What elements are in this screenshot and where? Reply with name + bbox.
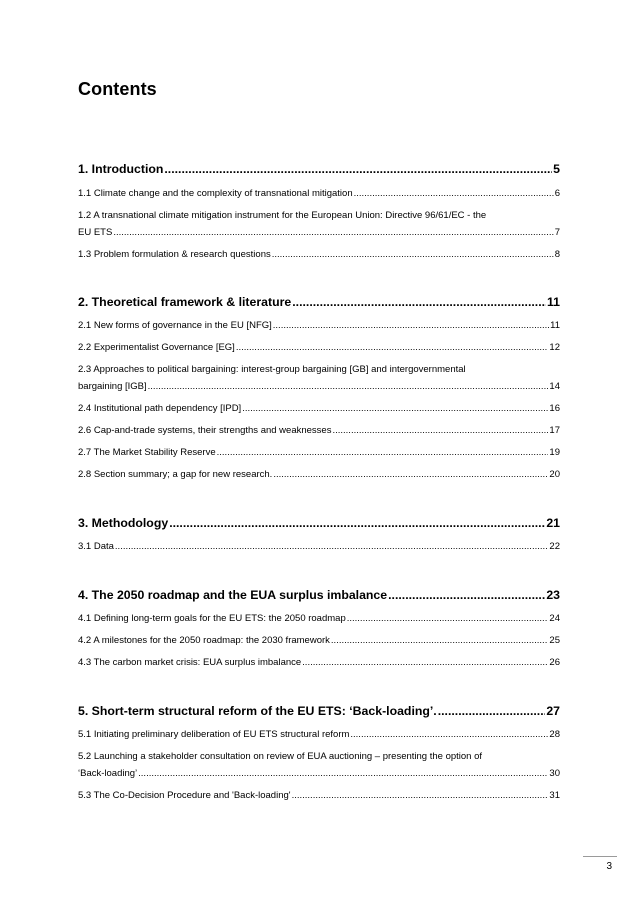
toc-page-number: 8: [554, 249, 560, 260]
toc-entry-1[interactable]: [78, 162, 560, 176]
toc-page-number: 19: [549, 447, 560, 458]
toc-entry-4-2[interactable]: [78, 635, 560, 646]
toc-entry-1-3[interactable]: [78, 249, 560, 260]
toc-entry-2-2[interactable]: [78, 342, 560, 353]
toc-page-number: 6: [554, 188, 560, 199]
toc-entry-label: 1. Introduction: [78, 162, 164, 176]
dot-leader: [331, 635, 549, 646]
toc-entry-label: 2. Theoretical framework & literature: [78, 295, 292, 309]
dot-leader: [350, 729, 548, 740]
toc-entry-2-4[interactable]: [78, 403, 560, 414]
toc-entry-4[interactable]: [78, 588, 560, 602]
toc-entry-label: 5. Short-term structural reform of the EU ETS: ‘Back-loading’.: [78, 704, 437, 718]
toc-entry-5[interactable]: [78, 704, 560, 718]
dot-leader: [148, 381, 549, 392]
dot-leader: [242, 403, 548, 414]
dot-leader: [273, 320, 549, 331]
toc-entry-label: EU ETS: [78, 227, 113, 238]
toc-page-number: 27: [546, 704, 560, 718]
toc-entry-label: 1.1 Climate change and the complexity of transnational mitigation: [78, 188, 353, 199]
toc-entry-1-2[interactable]: [78, 210, 560, 238]
toc-entry-5-2[interactable]: [78, 751, 560, 779]
toc-entry-label: 4.2 A milestones for the 2050 roadmap: the 2030 framework: [78, 635, 330, 646]
dot-leader: [115, 541, 549, 552]
toc-entry-2[interactable]: [78, 295, 560, 309]
toc-entry-label: 4.1 Defining long-term goals for the EU ETS: the 2050 roadmap: [78, 613, 346, 624]
toc-entry-label-line: 5.2 Launching a stakeholder consultation on review of EUA auctioning – presenting the option of: [78, 751, 483, 762]
dot-leader: [292, 790, 549, 801]
toc-entry-label: 2.8 Section summary; a gap for new research.: [78, 469, 273, 480]
toc-page-number: 21: [546, 516, 560, 530]
toc-entry-3[interactable]: [78, 516, 560, 530]
toc-entry-label: 1.3 Problem formulation & research questions: [78, 249, 271, 260]
dot-leader: [169, 516, 545, 530]
toc-entry-label: 4.3 The carbon market crisis: EUA surplus imbalance: [78, 657, 302, 668]
dot-leader: [236, 342, 549, 353]
toc-entry-2-6[interactable]: [78, 425, 560, 436]
dot-leader: [438, 704, 546, 718]
toc-entry-2-1[interactable]: [78, 320, 560, 331]
toc-page-number: 16: [549, 403, 560, 414]
toc-page-number: 11: [547, 295, 560, 309]
toc-page-number: 30: [549, 768, 560, 779]
dot-leader: [217, 447, 549, 458]
dot-leader: [388, 588, 545, 602]
toc-entry-label: 2.4 Institutional path dependency [IPD]: [78, 403, 242, 414]
toc-page-number: 31: [549, 790, 560, 801]
dot-leader: [272, 249, 554, 260]
toc-page-number: 7: [554, 227, 560, 238]
toc-entry-4-3[interactable]: [78, 657, 560, 668]
toc-entry-label: 2.2 Experimentalist Governance [EG]: [78, 342, 235, 353]
toc-entry-4-1[interactable]: [78, 613, 560, 624]
toc-entry-label: 2.6 Cap-and-trade systems, their strengths and weaknesses: [78, 425, 332, 436]
toc-page-number: 22: [549, 541, 560, 552]
toc-page-number: 17: [549, 425, 560, 436]
toc-entry-3-1[interactable]: [78, 541, 560, 552]
toc-entry-label: 5.1 Initiating preliminary deliberation of EU ETS structural reform: [78, 729, 350, 740]
toc-entry-label: 3. Methodology: [78, 516, 169, 530]
dot-leader: [347, 613, 549, 624]
dot-leader: [113, 227, 553, 238]
dot-leader: [164, 162, 552, 176]
dot-leader: [273, 469, 548, 480]
toc-entry-label: 5.3 The Co-Decision Procedure and 'Back-loading': [78, 790, 291, 801]
dot-leader: [354, 188, 554, 199]
dot-leader: [292, 295, 546, 309]
toc-page-number: 28: [549, 729, 560, 740]
dot-leader: [332, 425, 548, 436]
toc-entry-2-3[interactable]: [78, 364, 560, 392]
toc-entry-1-1[interactable]: [78, 188, 560, 199]
dot-leader: [302, 657, 548, 668]
toc-entry-label-line: 2.3 Approaches to political bargaining: interest-group bargaining [GB] and intergovernmental: [78, 364, 466, 375]
toc-entry-2-8[interactable]: [78, 469, 560, 480]
page-number-rule: [583, 856, 617, 857]
toc-page-number: 20: [549, 469, 560, 480]
toc-page-number: 23: [546, 588, 560, 602]
toc-entry-label: 4. The 2050 roadmap and the EUA surplus imbalance: [78, 588, 388, 602]
toc-entry-label: 2.7 The Market Stability Reserve: [78, 447, 216, 458]
toc-page-number: 5: [553, 162, 560, 176]
toc-page-number: 25: [549, 635, 560, 646]
toc-page-number: 11: [550, 320, 560, 331]
toc-entry-5-1[interactable]: [78, 729, 560, 740]
toc-page-number: 14: [549, 381, 560, 392]
toc-page-number: 26: [549, 657, 560, 668]
toc-entry-label: 2.1 New forms of governance in the EU [NFG]: [78, 320, 272, 331]
toc-entry-5-3[interactable]: [78, 790, 560, 801]
toc-page-number: 24: [549, 613, 560, 624]
dot-leader: [138, 768, 548, 779]
toc-entry-label-line: 1.2 A transnational climate mitigation instrument for the European Union: Directive 96/61/EC - the: [78, 210, 487, 221]
toc-entry-2-7[interactable]: [78, 447, 560, 458]
toc-entry-label: bargaining [IGB]: [78, 381, 147, 392]
toc-entry-label: 3.1 Data: [78, 541, 114, 552]
page-number: 3: [606, 861, 612, 872]
page-title: Contents: [78, 79, 157, 99]
toc-page-number: 12: [549, 342, 560, 353]
toc-entry-label: ‘Back-loading’: [78, 768, 138, 779]
